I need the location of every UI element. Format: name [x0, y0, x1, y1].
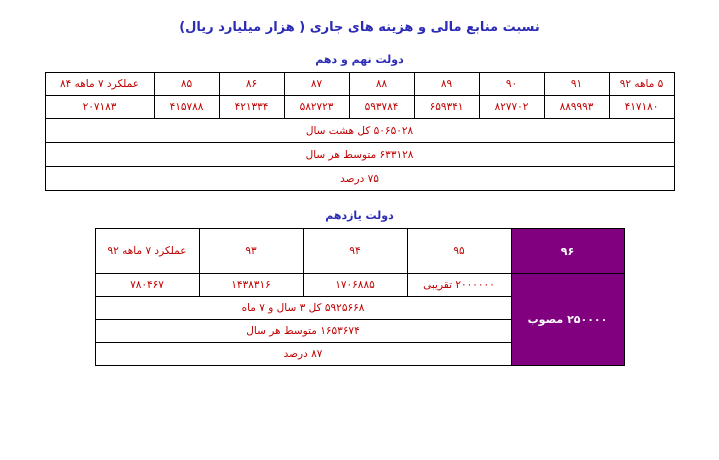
summary-average: ۶۳۳۱۲۸ متوسط هر سال — [45, 143, 674, 167]
section-heading-eleventh-government: دولت یازدهم — [325, 209, 394, 222]
page-title: نسبت منابع مالی و هزینه های جاری ( هزار میلیارد ریال) — [179, 20, 540, 35]
value-cell-3: ۷۸۰۴۶۷ — [95, 274, 199, 297]
table-row-header — [45, 73, 674, 96]
col-header-1: ۹۴ — [303, 229, 407, 274]
table-row-values — [95, 274, 624, 297]
table-row-header — [95, 229, 624, 274]
col-header-0: ۹۵ — [407, 229, 511, 274]
table-row-percent — [45, 167, 674, 191]
purple-body-cell: ۲۵۰۰۰۰ مصوب — [511, 274, 624, 366]
col-header-3: ۸۹ — [414, 73, 479, 96]
col-header-2: ۹۳ — [199, 229, 303, 274]
value-cell-1: ۱۷۰۶۸۸۵ — [303, 274, 407, 297]
summary-total: ۵۰۶۵۰۲۸ کل هشت سال — [45, 119, 674, 143]
summary-percent: ۷۵ درصد — [45, 167, 674, 191]
summary-total: ۵۹۲۵۶۶۸ کل ۳ سال و ۷ ماه — [95, 297, 511, 320]
table-row-values — [45, 96, 674, 119]
value-cell-0: ۴۱۷۱۸۰ — [609, 96, 674, 119]
col-header-1: ۹۱ — [544, 73, 609, 96]
col-header-2: ۹۰ — [479, 73, 544, 96]
table-row-average — [45, 143, 674, 167]
table-eleventh-government — [95, 228, 625, 366]
table-ninth-tenth-government — [45, 72, 675, 191]
value-cell-6: ۴۲۱۳۳۴ — [219, 96, 284, 119]
col-header-5: ۸۷ — [284, 73, 349, 96]
value-cell-2: ۱۴۳۸۳۱۶ — [199, 274, 303, 297]
value-cell-0: ۲۰۰۰۰۰۰ تقریبی — [407, 274, 511, 297]
col-header-3: عملکرد ۷ ماهه ۹۲ — [95, 229, 199, 274]
value-cell-3: ۶۵۹۳۴۱ — [414, 96, 479, 119]
summary-average: ۱۶۵۳۶۷۴ متوسط هر سال — [95, 320, 511, 343]
value-cell-4: ۵۹۳۷۸۴ — [349, 96, 414, 119]
section-heading-first-government: دولت نهم و دهم — [315, 53, 404, 66]
table-row-total — [45, 119, 674, 143]
value-cell-8: ۲۰۷۱۸۳ — [45, 96, 154, 119]
col-header-6: ۸۶ — [219, 73, 284, 96]
col-header-7: ۸۵ — [154, 73, 219, 96]
col-header-4: ۸۸ — [349, 73, 414, 96]
value-cell-1: ۸۸۹۹۹۳ — [544, 96, 609, 119]
col-header-8: عملکرد ۷ ماهه ۸۴ — [45, 73, 154, 96]
value-cell-2: ۸۲۷۷۰۲ — [479, 96, 544, 119]
value-cell-7: ۴۱۵۷۸۸ — [154, 96, 219, 119]
summary-percent: ۸۷ درصد — [95, 343, 511, 366]
value-cell-5: ۵۸۲۷۲۳ — [284, 96, 349, 119]
purple-header-cell: ۹۶ — [511, 229, 624, 274]
col-header-0: ۵ ماهه ۹۲ — [609, 73, 674, 96]
document-page — [0, 20, 719, 460]
